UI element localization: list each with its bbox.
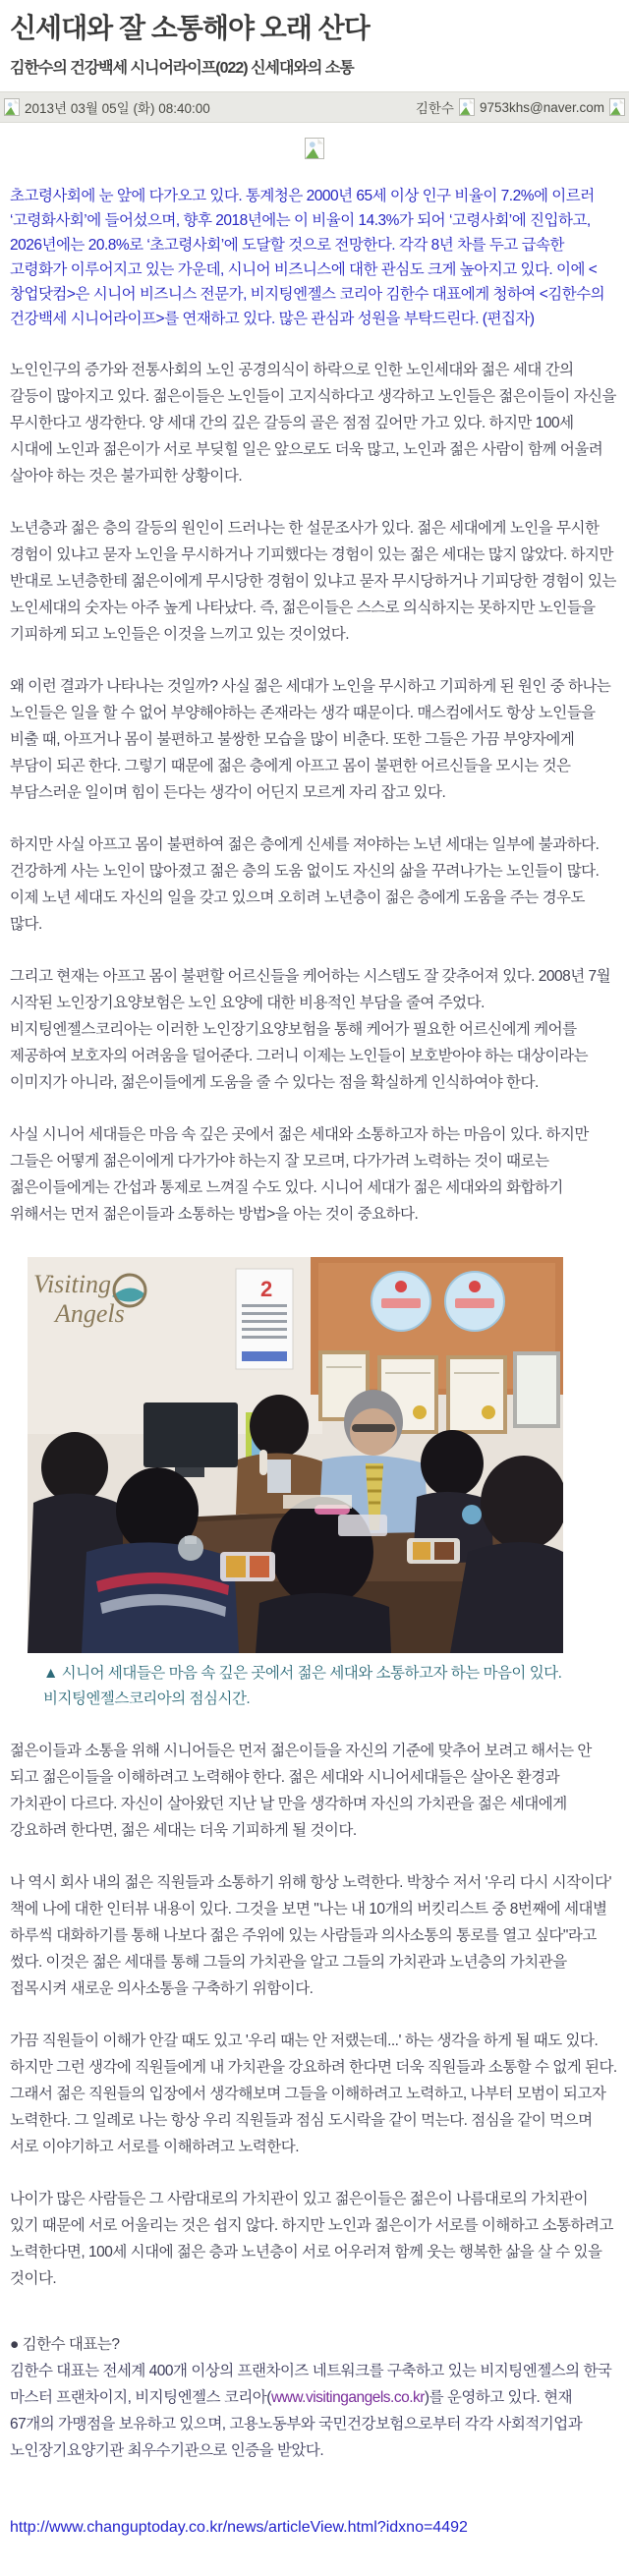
article-photo — [28, 1257, 563, 1653]
bio-text-before-link: 김한수 대표는 전세계 400개 이상의 프랜차이즈 네트워크를 구축하고 있는 비지팅엔젤스의 한국 마스터 프랜차이지, 비지팅엔젤스 코리아( — [10, 2363, 612, 2406]
body-paragraph: 사실 시니어 세대들은 마음 속 깊은 곳에서 젊은 세대와 소통하고자 하는 마음이 있다. 하지만 그들은 어떻게 젊은이에게 다가가야 하는지 잘 모르며, 다가가려 노력하는 것이 때로는 젊은이들에게는 간섭과 통제로 느껴질 수도 있다. 시니어 세대가 젊은 세대와의 화합하기 위해서는 먼저 젊은이들과 소통하는 방법>을 아는 것이 중요하다. — [10, 1126, 589, 1223]
source-url-link[interactable]: http://www.changuptoday.co.kr/news/articleView.html?idxno=4492 — [10, 2519, 468, 2536]
missing-image-placeholder — [0, 123, 629, 174]
body-paragraph: 그리고 현재는 아프고 몸이 불편할 어르신들을 케어하는 시스템도 잘 갖추어져 있다. 2008년 7월 시작된 노인장기요양보험은 노인 요양에 대한 비용적인 부담을 줄여 주었다. 비지팅엔젤스코리아는 이러한 노인장기요양보험을 통해 케어가 필요한 어르신에게 케어를 제공하여 보호자의 어려움을 덜어준다. 그러니 이제는 노인들이 보호받아야 하는 대상이라는 이미지가 아니라, 젊은이들에게 도움을 줄 수 있다는 점을 확실하게 인식하여야 한다. — [10, 968, 611, 1091]
meta-bar — [0, 91, 629, 123]
article-date: 2013년 03월 05일 (화) 08:40:00 — [25, 101, 210, 116]
meta-author-group — [416, 97, 625, 117]
broken-image-icon — [609, 98, 625, 116]
svg-text:Angels: Angels — [55, 1299, 125, 1328]
body-paragraph: 노년층과 젊은 층의 갈등의 원인이 드러나는 한 설문조사가 있다. 젊은 세대에게 노인을 무시한 경험이 있냐고 묻자 노인을 무시하거나 기피했다는 경험이 있는 젊은 세대는 많지 않았다. 하지만 반대로 노년층한테 젊은이에게 무시당한 경험이 있냐고 묻자 무시당하거나 기피당한 경험이 있는 노인세대의 숫자는 아주 높게 나타났다. 즉, 젊은이들은 스스로 의식하지는 못하지만 노인들을 기피하게 되고 노인들은 이것을 느끼고 있는 것이었다. — [10, 520, 616, 643]
body-paragraph: 가끔 직원들이 이해가 안갈 때도 있고 '우리 때는 안 저랬는데...' 하는 생각을 하게 될 때도 있다. 하지만 그런 생각에 직원들에게 내 가치관을 강요하려 한다면 더욱 직원들과 소통할 수 없게 된다. 그래서 젊은 직원들의 입장에서 생각해보며 그들을 이해하려고 노력하고, 나부터 모범이 되고자 노력한다. 그 일례로 나는 항상 우리 직원들과 점심 도시락을 같이 먹는다. 점심을 같이 먹으며 서로 이야기하고 서로를 이해하려고 노력한다. — [10, 2032, 617, 2155]
photo-monitor — [143, 1402, 238, 1467]
broken-image-icon — [4, 98, 20, 116]
body-paragraph: 하지만 사실 아프고 몸이 불편하여 젊은 층에게 신세를 져야하는 노년 세대는 일부에 불과하다. 건강하게 사는 노인이 많아졌고 젊은 층의 도움 없이도 자신의 삶을 꾸려나가는 노인들이 많다. 이제 노년 세대도 자신의 일을 갖고 있으며 오히려 노년층이 젊은 층에게 도움을 주는 경우도 많다. — [10, 836, 600, 933]
source-line — [10, 2519, 619, 2537]
bio-paragraph — [10, 2358, 619, 2464]
author-bio-section — [10, 2331, 619, 2464]
broken-image-icon — [305, 138, 324, 159]
svg-text:2: 2 — [260, 1277, 273, 1301]
svg-text:Visiting: Visiting — [33, 1270, 111, 1298]
bio-text-after-link: )를 운영하고 있다. 현재 67개의 가맹점을 보유하고 있으며, 고용노동부와 국민건강보험으로부터 각각 사회적기업과 노인장기요양기관 최우수기관으로 인증을 받았다. — [10, 2389, 583, 2459]
body-paragraph: 나이가 많은 사람들은 그 사람대로의 가치관이 있고 젊은이들은 젊은이 나름대로의 가치관이 있기 때문에 서로 어울리는 것은 쉽지 않다. 하지만 노인과 젊은이가 서로를 이해하고 소통하려고 노력한다면, 100세 시대에 젊은 층과 노년층이 서로 어우러져 함께 웃는 행복한 삶을 살 수 있을 것이다. — [10, 2191, 613, 2287]
author-email-link[interactable]: 9753khs@naver.com — [479, 99, 604, 115]
meta-date-group — [4, 97, 210, 117]
broken-image-icon — [459, 98, 475, 116]
author-name: 김한수 — [415, 101, 454, 116]
photo-calendar — [236, 1269, 293, 1369]
page-title: 신세대와 잘 소통해야 오래 산다 — [10, 13, 370, 43]
body-paragraph: 나 역시 회사 내의 젊은 직원들과 소통하기 위해 항상 노력한다. 박창수 저서 '우리 다시 시작이다' 책에 나에 대한 인터뷰 내용이 있다. 그것을 보면 "나는 내 10개의 버킷리스트 중 8번째에 세대별 하루씩 대화하기를 통해 나보다 젊은 주위에 있는 사람들과 의사소통의 통로를 열고 싶다"라고 썼다. 이것은 젊은 세대를 통해 그들의 가치관을 알고 그들의 가치관과 노년층의 가치관을 접목시켜 새로운 의사소통을 구축하기 위함이다. — [10, 1874, 611, 1997]
photo-caption: ▲ 시니어 세대들은 마음 속 깊은 곳에서 젊은 세대와 소통하고자 하는 마음이 있다. 비지팅엔젤스코리아의 점심시간. — [43, 1665, 562, 1707]
visitingangels-link[interactable]: www.visitingangels.co.kr — [270, 2389, 425, 2406]
body-paragraph: 노인인구의 증가와 전통사회의 노인 공경의식이 하락으로 인한 노인세대와 젊은 세대 간의 갈등이 많아지고 있다. 젊은이들은 노인들이 고지식하다고 생각하고 노인들은 젊은이들이 자신을 무시한다고 생각한다. 양 세대 간의 깊은 갈등의 골은 점점 깊어만 가고 있다. 하지만 100세 시대에 노인과 젊은이가 서로 부딪힐 일은 앞으로도 더욱 많고, 노인과 젊은 사람이 함께 어울려 살아야 하는 것은 불가피한 상황이다. — [10, 362, 616, 485]
body-paragraph: 젊은이들과 소통을 위해 시니어들은 먼저 젊은이들을 자신의 기준에 맞추어 보려고 해서는 안 되고 젊은이들을 이해하려고 노력해야 한다. 젊은 세대와 시니어세대들은 살아온 환경과 가치관이 다르다. 자신이 살아왔던 지난 날 만을 생각하며 자신의 가치관을 젊은 세대에게 강요하려 한다면, 젊은 세대는 더욱 기피하게 될 것이다. — [10, 1743, 592, 1839]
body-paragraph: 왜 이런 결과가 나타나는 것일까? 사실 젊은 세대가 노인을 무시하고 기피하게 된 원인 중 하나는 노인들은 일을 할 수 없어 부양해야하는 존재라는 생각 때문이다. 매스컴에서도 항상 노인들을 비출 때, 아프거나 몸이 불편하고 불쌍한 모습을 많이 비춘다. 또한 그들은 가끔 부양자에게 부담이 되곤 한다. 그렇기 때문에 젊은 층에게 아프고 몸이 불편한 어르신들을 모시는 것은 부담스러운 일이며 힘이 든다는 생각이 어딘지 모르게 자리 잡고 있다. — [10, 678, 611, 801]
article-subtitle: 김한수의 건강백세 시니어라이프(022) 신세대와의 소통 — [10, 60, 354, 77]
bio-heading: ● 김한수 대표는? — [10, 2336, 120, 2353]
editor-intro-paragraph: 초고령사회에 눈 앞에 다가오고 있다. 통계청은 2000년 65세 이상 인구 비율이 7.2%에 이르러 ‘고령화사회’에 들어섰으며, 향후 2018년에는 이 비율이 14.3%가 되어 ‘고령사회’에 진입하고, 2026년에는 20.8%로 ‘초고령사회’에 도달할 것으로 전망한다. 각각 8년 차를 두고 급속한 고령화가 이루어지고 있는 가운데, 시니어 비즈니스에 대한 관심도 크게 높아지고 있다. 이에 <창업닷컴>은 시니어 비즈니스 전문가, 비지팅엔젤스 코리아 김한수 대표에게 청하여 <김한수의 건강백세 시니어라이프>를 연재하고 있다. 많은 관심과 성원을 부탁드린다. (편집자) — [10, 188, 605, 327]
